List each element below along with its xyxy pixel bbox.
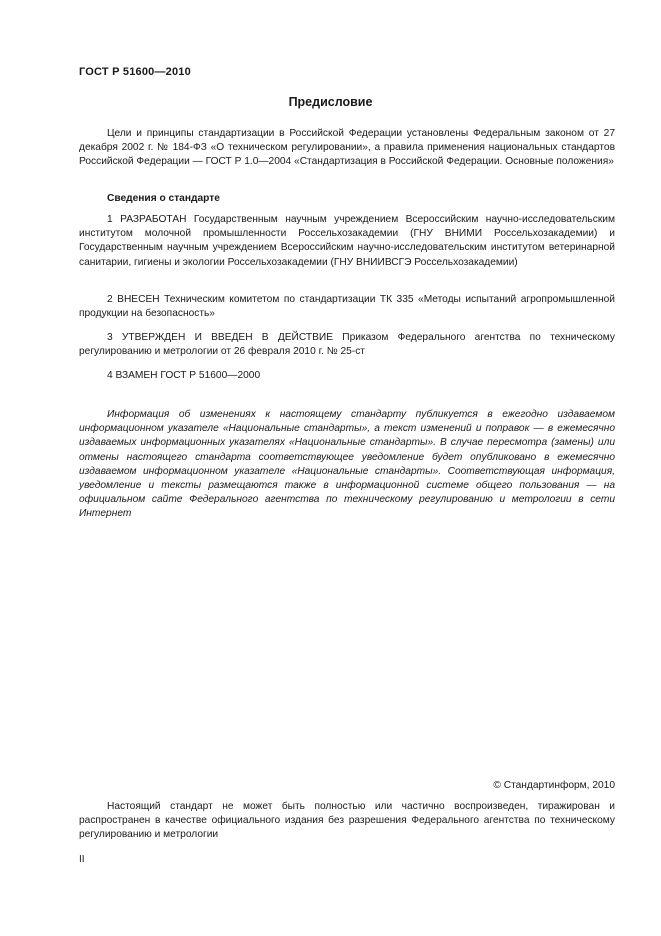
section-heading: Сведения о стандарте (107, 193, 220, 204)
copyright-line: © Стандартинформ, 2010 (493, 780, 615, 791)
list-item-developed: 1 РАЗРАБОТАН Государственным научным учреждением Всероссийским научно-исследовательским институтом молочной промышленности Россельхозакадемии (ГНУ ВНИМИ Россельхозакадемии) и Государственным научным учреждением Всероссийским научно-исследовательским институтом ветеринарной санитарии, гигиены и экологии Россельхозакадемии (ГНУ ВНИИВСГЭ Россельхозакадемии) (79, 214, 615, 268)
document-id-header: ГОСТ Р 51600—2010 (79, 66, 191, 78)
list-item-replaces: 4 ВЗАМЕН ГОСТ Р 51600—2000 (107, 370, 261, 381)
list-item-submitted: 2 ВНЕСЕН Техническим комитетом по стандартизации ТК 335 «Методы испытаний агропромышленной продукции на безопасность» (79, 294, 615, 320)
page-number: II (79, 854, 85, 865)
info-note-paragraph: Информация об изменениях к настоящему стандарту публикуется в ежегодно издаваемом информационном указателе «Национальные стандарты», а текст изменений и поправок — в ежемесячно издаваемых информационных указателях «Национальные стандарты». В случае пересмотра (замены) или отмены настоящего стандарта соответствующее уведомление будет опубликовано в ежемесячно издаваемом информационном указателе «Национальные стандарты». Соответствующая информация, уведомление и тексты размещаются также в информационной системе общего пользования — на официальном сайте Федерального агентства по техническому регулированию и метрологии в сети Интернет (79, 409, 615, 520)
page-title: Предисловие (288, 95, 373, 109)
reproduction-note: Настоящий стандарт не может быть полностью или частично воспроизведен, тиражирован и распространен в качестве официального издания без разрешения Федерального агентства по техническому регулированию и метрологии (79, 801, 615, 841)
list-item-approved: 3 УТВЕРЖДЕН И ВВЕДЕН В ДЕЙСТВИЕ Приказом Федерального агентства по техническому регулированию и метрологии от 26 февраля 2010 г. № 25-ст (79, 332, 615, 358)
intro-paragraph: Цели и принципы стандартизации в Российской Федерации установлены Федеральным законом от 27 декабря 2002 г. № 184-ФЗ «О техническом регулировании», а правила применения национальных стандартов Российской Федерации — ГОСТ Р 1.0—2004 «Стандартизация в Российской Федерации. Основные положения» (79, 128, 615, 168)
